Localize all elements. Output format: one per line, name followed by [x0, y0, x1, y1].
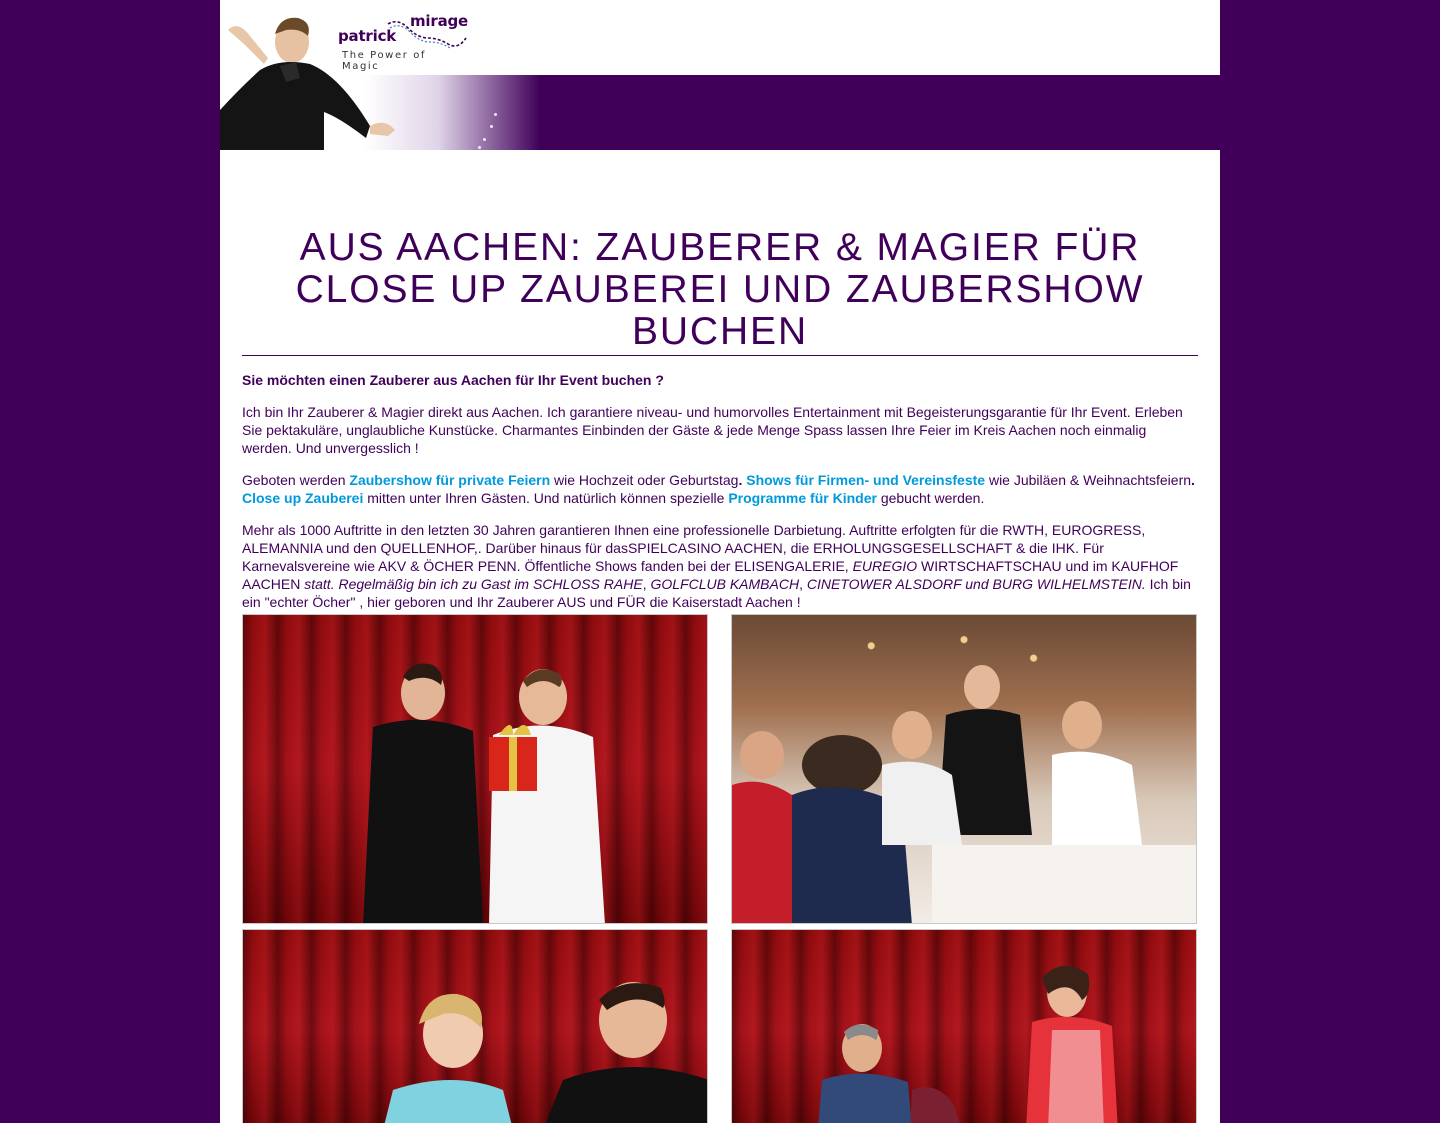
company-show-link[interactable]: Shows für Firmen- und Vereinsfeste — [746, 472, 986, 488]
text-span: CINETOWER ALSDORF und BURG WILHELMSTEIN. — [806, 576, 1146, 592]
photo-assistant-illustration — [732, 930, 1197, 1123]
kids-program-link[interactable]: Programme für Kinder — [728, 490, 877, 506]
sparkle — [478, 146, 481, 149]
text-span: GOLFCLUB KAMBACH — [650, 576, 800, 592]
sparkle — [483, 138, 486, 141]
text-span: . — [738, 472, 747, 488]
lead-text: Sie möchten einen Zauberer aus Aachen für Ihr Event buchen ? — [242, 372, 664, 388]
references-paragraph — [242, 521, 1198, 611]
gallery-photo-assistant[interactable] — [731, 929, 1197, 1123]
gallery-photo-child[interactable] — [242, 929, 708, 1123]
logo-name-last: mirage — [410, 12, 469, 30]
text-span: Mehr als 1000 Auftritte in den letzten 30 Jahren garantieren Ihnen eine professionelle Darbietung. Auftritte erfolgten für die RWTH, EUROGRESS, ALEMANNIA und den QUELLENHOF,. Darüber hinaus für dasSPIELCASINO AACHEN, die ERHOLUNGSGESELLSCHAFT & die IHK. Für Karnevalsvereine wie AKV & ÖCHER PENN. Öffentliche Shows fanden bei der ELISENGALERIE, — [242, 522, 1146, 574]
gallery-photo-restaurant[interactable] — [731, 614, 1197, 924]
logo-tagline: The Power of Magic — [342, 50, 427, 72]
site-header — [220, 0, 1220, 150]
logo[interactable] — [338, 12, 469, 72]
private-party-show-link[interactable]: Zaubershow für private Feiern — [349, 472, 551, 488]
text-span: mitten unter Ihren Gästen. Und natürlich können spezielle — [363, 490, 729, 506]
photo-gift-illustration — [243, 615, 708, 924]
text-span: WIRTSCHAFTSCHAU und im KAUFHOF AACHEN — [242, 558, 1179, 592]
text-span: gebucht werden. — [876, 490, 985, 506]
text-span: wie Hochzeit oder Geburtstag — [550, 472, 739, 488]
text-span: , — [799, 576, 807, 592]
text-span: . — [1191, 472, 1195, 488]
page-title: AUS AACHEN: ZAUBERER & MAGIER FÜR CLOSE UP ZAUBEREI UND ZAUBERSHOW BUCHEN — [242, 227, 1198, 356]
photo-restaurant-illustration — [732, 615, 1197, 924]
logo-name-first: patrick — [338, 27, 397, 45]
sparkle — [490, 125, 493, 128]
photo-child-illustration — [243, 930, 708, 1123]
close-up-magic-link[interactable]: Close up Zauberei — [242, 490, 364, 506]
logo-wave-icon — [386, 18, 468, 50]
text-span: Ich bin ein "echter Öcher" , hier geboren und Ihr Zauberer AUS und FÜR die Kaiserstadt Aachen ! — [242, 576, 1191, 610]
gallery-photo-gift[interactable] — [242, 614, 708, 924]
text-span: Geboten werden — [242, 472, 350, 488]
offer-paragraph — [242, 471, 1198, 507]
sparkle — [494, 113, 497, 116]
text-span: , — [642, 576, 651, 592]
text-span: wie Jubiläen & Weihnachtsfeiern — [985, 472, 1192, 488]
page — [220, 0, 1220, 1123]
intro-paragraph: Ich bin Ihr Zauberer & Magier direkt aus Aachen. Ich garantiere niveau- und humorvolles Entertainment mit Begeisterungsgarantie für Ihr Event. Erleben Sie pektakuläre, unglaubliche Kunstücke. Charmantes Einbinden der Gäste & jede Menge Spass lassen Ihre Feier im Kreis Aachen noch einmalig werden. Und unvergesslich ! — [242, 404, 1183, 456]
main-content — [242, 150, 1198, 611]
text-span: statt. Regelmäßig bin ich zu Gast im SCHLOSS RAHE — [304, 576, 643, 592]
text-span: EUREGIO — [852, 558, 918, 574]
